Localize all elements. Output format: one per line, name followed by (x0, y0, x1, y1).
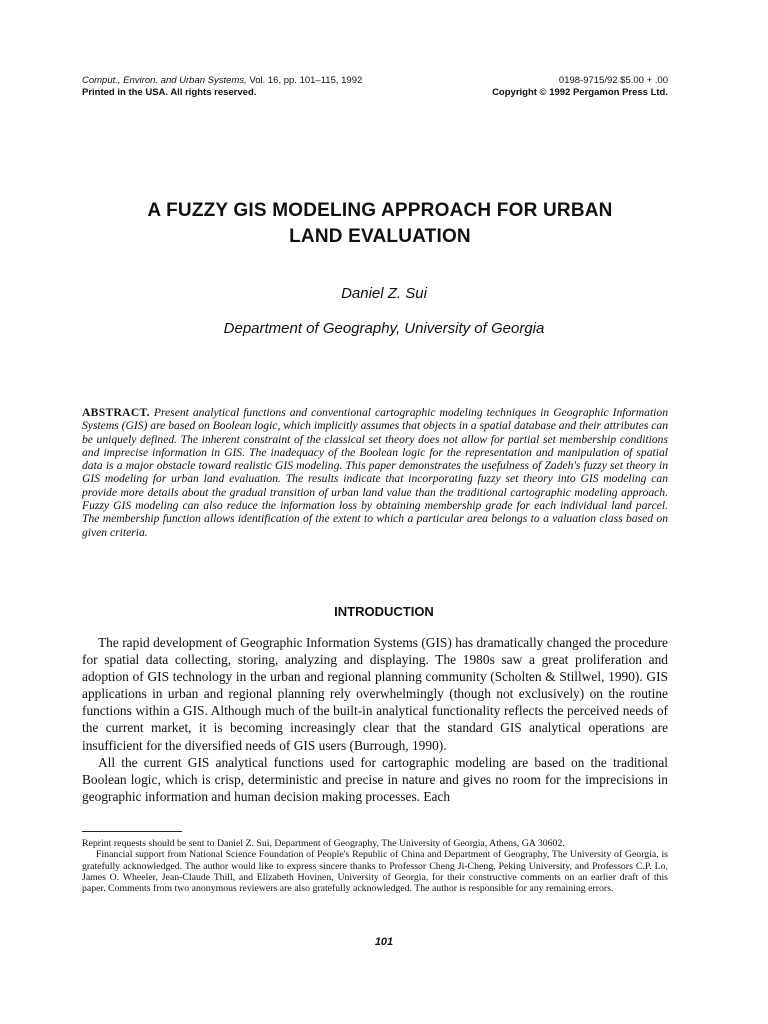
header-copyright (492, 75, 668, 99)
header-citation (82, 75, 362, 99)
abstract-text: Present analytical functions and conventional cartographic modeling techniques in Geographic Information Systems (GIS) are based on Boolean logic, which implicitly assumes that objects in a spatial database and their attributes can be uniquely defined. The inherent constraint of the classical set theory does not allow for partial set membership conditions and imprecise information in GIS. The inadequacy of the Boolean logic for the representation and manipulation of spatial data is a major obstacle toward realistic GIS modeling. This paper demonstrates the usefulness of Zadeh's fuzzy set theory in GIS modeling for urban land evaluation. The results indicate that incorporating fuzzy set theory into GIS modeling can provide more details about the gradual transition of urban land value than the traditional cartographic modeling approach. Fuzzy GIS modeling can also reduce the information loss by obtaining membership grade for each individual land parcel. The membership function allows identification of the extent to which a particular area belongs to a valuation class based on given criteria. (82, 406, 668, 539)
paper-title (60, 198, 700, 250)
issn-price: 0198-9715/92 $5.00 + .00 (558, 75, 668, 86)
footnote-acknowledgment: Financial support from National Science Foundation of People's Republic of China and Department of Geography, The University of Georgia, is gratefully acknowledged. The author would like to express sincere thanks to Professor Cheng Ji-Cheng, Peking University, and Professors C.P. Lo, James O. Wheeler, Jean-Claude Thill, and Elizabeth Hovinen, University of Georgia, for their constructive comments on an earlier draft of this paper. Comments from two anonymous reviewers are also gratefully acknowledged. The author is responsible for any remaining errors. (82, 849, 668, 895)
abstract (82, 406, 668, 539)
paragraph: All the current GIS analytical functions used for cartographic modeling are based on the traditional Boolean logic, which is crisp, deterministic and precise in nature and gives no room for the imprecisions in geographic information and human decision making processes. Each (82, 754, 668, 804)
section-heading: INTRODUCTION (334, 604, 434, 619)
volume-info: Vol. 16, pp. 101–115, 1992 (249, 75, 363, 86)
title-line-1: A FUZZY GIS MODELING APPROACH FOR URBAN (147, 200, 613, 221)
footnotes (82, 838, 668, 894)
footnote-reprint: Reprint requests should be sent to Daniel Z. Sui, Department of Geography, The University of Georgia, Athens, GA 30602. (82, 838, 565, 849)
body-text (82, 634, 668, 805)
footnote-divider (82, 831, 182, 832)
abstract-label: ABSTRACT. (82, 406, 150, 419)
citation-line (82, 75, 362, 87)
title-line-2: LAND EVALUATION (289, 226, 471, 247)
journal-name: Comput., Environ. and Urban Systems, (82, 75, 247, 86)
copyright-notice: Copyright © 1992 Pergamon Press Ltd. (492, 87, 668, 98)
author-name: Daniel Z. Sui (341, 285, 427, 302)
paragraph: The rapid development of Geographic Information Systems (GIS) has dramatically changed the procedure for spatial data collecting, storing, analyzing and displaying. The 1980s saw a great proliferation and adoption of GIS technology in the urban and regional planning community (Scholten & Stillwel, 1990). GIS applications in urban and regional planning rely overwhelmingly (though not exclusively) on the routine functions within a GIS. Although much of the built-in analytical functionality reflects the perceived needs of the current market, it is becoming increasingly clear that the standard GIS analytical operations are insufficient for the diversified needs of GIS users (Burrough, 1990). (82, 635, 668, 753)
page-number: 101 (374, 936, 394, 948)
author-affiliation: Department of Geography, University of Georgia (223, 320, 545, 337)
printed-notice: Printed in the USA. All rights reserved. (82, 87, 257, 98)
